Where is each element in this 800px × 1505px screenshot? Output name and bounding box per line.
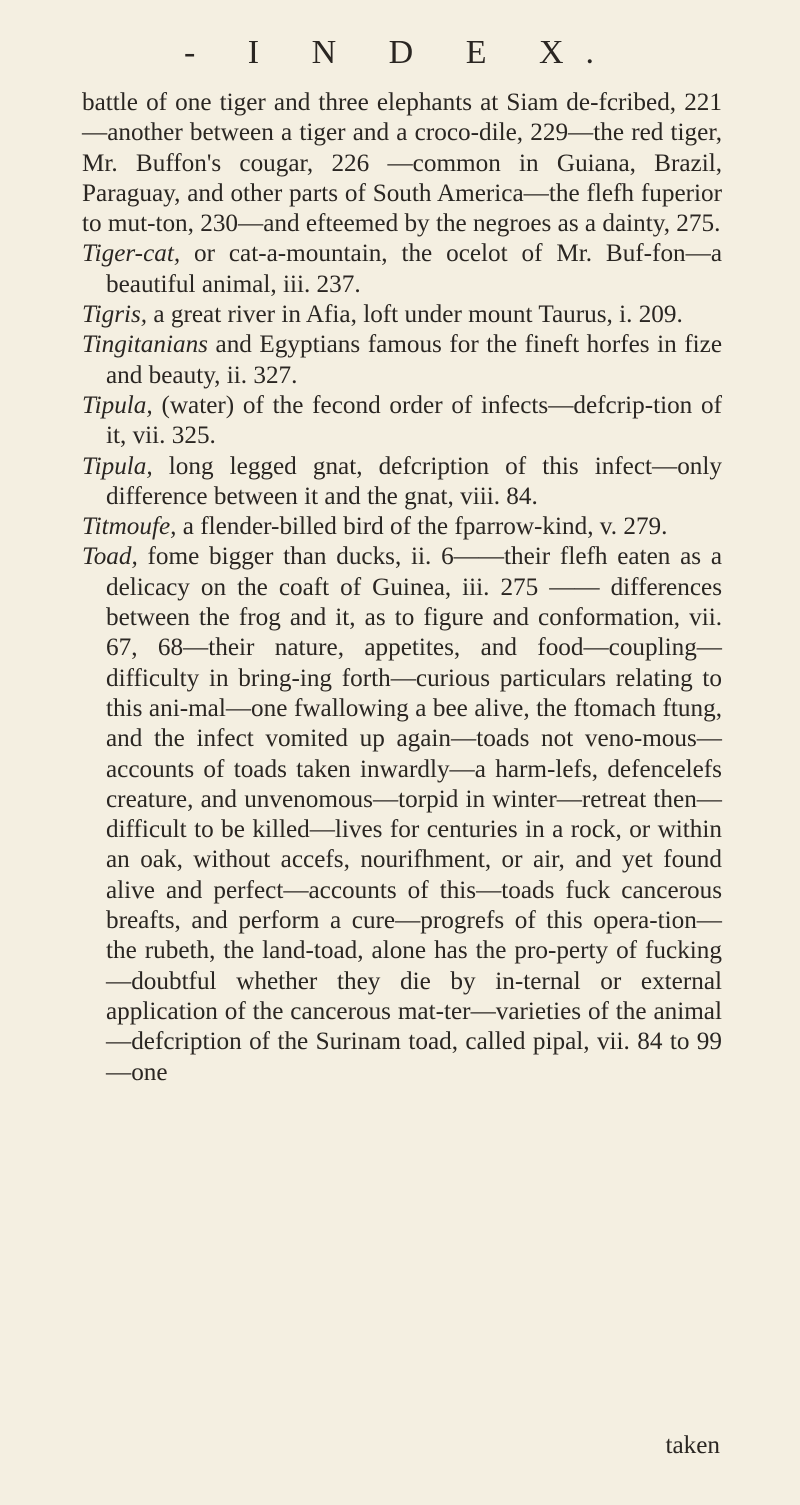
entry-term: Tiger-cat, <box>82 240 181 268</box>
catchword: taken <box>665 1432 720 1459</box>
entry-term: Tigris, <box>82 301 148 329</box>
entry-text: or cat-a-mountain, the ocelot of Mr. Buf-fon—a beautiful animal, iii. 237. <box>106 240 722 298</box>
entry-term: Tipula, <box>82 391 153 419</box>
index-entry <box>82 300 722 330</box>
index-entries <box>82 88 722 1088</box>
index-entry <box>82 542 722 1087</box>
entry-text: fome bigger than ducks, ii. 6——their flefh eaten as a delicacy on the coaft of Guinea, iii. 275 —— differences between the frog and it, as to figure and conformation, vii. 67, 68—their nature, appetites, and food—coupling—difficulty in bring-ing forth—curious particulars relating to this ani-mal—one fwallowing a bee alive, the ftomach ftung, and the infect vomited up again—toads not veno-mous—accounts of toads taken inwardly—a harm-lefs, defencelefs creature, and unvenomous—torpid in winter—retreat then—difficult to be killed—lives for centuries in a rock, or within an oak, without accefs, nourifhment, or air, and yet found alive and perfect—accounts of this—toads fuck cancerous breafts, and perform a cure—progrefs of this opera-tion—the rubeth, the land-toad, alone has the pro-perty of fucking—doubtful whether they die by in-ternal or external application of the cancerous mat-ter—varieties of the animal—defcription of the Surinam toad, called pipal, vii. 84 to 99—one <box>106 543 723 1086</box>
entry-text: (water) of the fecond order of infects—defcrip-tion of it, vii. 325. <box>106 391 722 450</box>
entry-text: battle of one tiger and three elephants at Siam de-fcribed, 221—another between a tiger and a croco-dile, 229—the red tiger, Mr. Buffon's cougar, 226 —common in Guiana, Brazil, Paraguay, and other parts of South America—the flefh fuperior to mut-ton, 230—and efteemed by the negroes as a dainty, 275. <box>82 89 722 238</box>
entry-term: Toad, <box>82 543 138 571</box>
entry-term: Tipula, <box>82 452 153 480</box>
entry-term: Tingitanians <box>82 331 208 359</box>
entry-text: long legged gnat, defcription of this infect—only difference between it and the gnat, viii. 84. <box>106 452 722 510</box>
entry-term: Titmoufe, <box>82 513 177 541</box>
index-entry <box>82 239 722 300</box>
index-entry <box>82 512 722 542</box>
page-header: - I N D E X. <box>183 34 617 71</box>
entry-text: and Egyptians famous for the fineft horfes in fize and beauty, ii. 327. <box>106 331 723 389</box>
entry-text: a great river in Afia, loft under mount Taurus, i. 209. <box>153 301 683 329</box>
entry-text: a flender-billed bird of the fparrow-kind, v. 279. <box>182 513 668 541</box>
index-entry <box>82 88 722 239</box>
index-entry <box>82 330 722 391</box>
index-entry <box>82 452 722 513</box>
index-entry <box>82 391 722 452</box>
